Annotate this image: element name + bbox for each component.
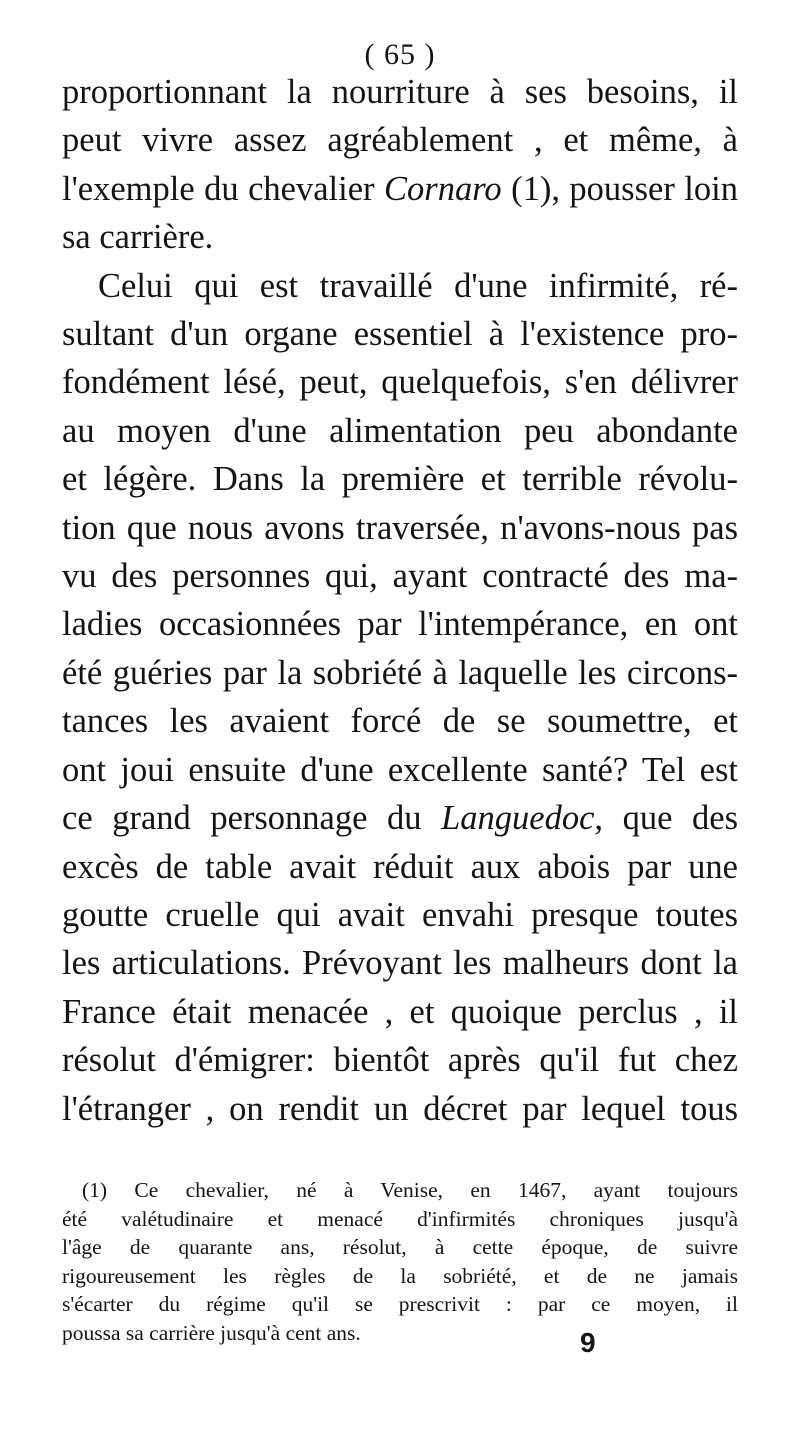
text-line: France était menacée , et quoique perclus , il <box>62 992 738 1031</box>
italic-name-languedoc: Languedoc <box>441 799 595 838</box>
text-fragment: (1), pousser loin <box>501 169 738 208</box>
text-line: ont joui ensuite d'une excellente santé? Tel est <box>62 750 738 789</box>
text-line: sa carrière. <box>62 218 214 257</box>
text-fragment: ce grand personnage du <box>62 799 442 838</box>
paragraph-start-line: Celui qui est travaillé d'une infirmité, ré- <box>98 266 738 305</box>
text-line-with-italic <box>62 794 738 842</box>
text-line: et légère. Dans la première et terrible révolu- <box>62 460 738 499</box>
text-line: sultant d'un organe essentiel à l'existence pro- <box>62 315 738 354</box>
text-line: proportionnant la nourriture à ses besoins, il <box>62 73 738 111</box>
text-fragment: l'exemple du chevalier <box>62 169 385 208</box>
text-line: peut vivre assez agréablement , et même, à <box>62 121 738 160</box>
footnote-line: été valétudinaire et menacé d'infirmités chroniques jusqu'à <box>62 1206 738 1231</box>
text-line: goutte cruelle qui avait envahi presque toutes <box>62 895 738 934</box>
text-line: vu des personnes qui, ayant contracté des ma- <box>62 557 738 596</box>
footnote <box>62 1176 738 1348</box>
text-line: tances les avaient forcé de se soumettre, et <box>62 702 738 741</box>
signature-mark: 9 <box>580 1327 596 1358</box>
text-line: l'étranger , on rendit un décret par lequel tous <box>62 1089 738 1128</box>
italic-name-cornaro: Cornaro <box>384 169 502 208</box>
footnote-line: s'écarter du régime qu'il se prescrivit : par ce moyen, il <box>62 1292 738 1317</box>
text-line: les articulations. Prévoyant les malheurs dont la <box>62 944 738 983</box>
footnote-line: l'âge de quarante ans, résolut, à cette époque, de suivre <box>62 1235 738 1260</box>
footnote-line: poussa sa carrière jusqu'à cent ans. <box>62 1320 361 1345</box>
footnote-line: (1) Ce chevalier, né à Venise, en 1467, ayant toujours <box>82 1178 738 1202</box>
main-text <box>62 68 738 1133</box>
text-line: au moyen d'une alimentation peu abondante <box>62 411 738 450</box>
text-line: tion que nous avons traversée, n'avons-nous pas <box>62 508 738 547</box>
text-line: résolut d'émigrer: bientôt après qu'il fut chez <box>62 1041 738 1080</box>
text-fragment: , que des <box>594 799 738 838</box>
text-line: ladies occasionnées par l'intempérance, en ont <box>62 605 738 644</box>
text-line: été guéries par la sobriété à laquelle les circons- <box>62 653 738 692</box>
page-number: ( 65 ) <box>364 38 436 71</box>
footnote-line: rigoureusement les règles de la sobriété, et de ne jamais <box>62 1263 738 1288</box>
text-line: fondément lésé, peut, quelquefois, s'en délivrer <box>62 363 738 402</box>
text-line-with-italic <box>62 165 738 213</box>
text-line: excès de table avait réduit aux abois par une <box>62 847 738 886</box>
